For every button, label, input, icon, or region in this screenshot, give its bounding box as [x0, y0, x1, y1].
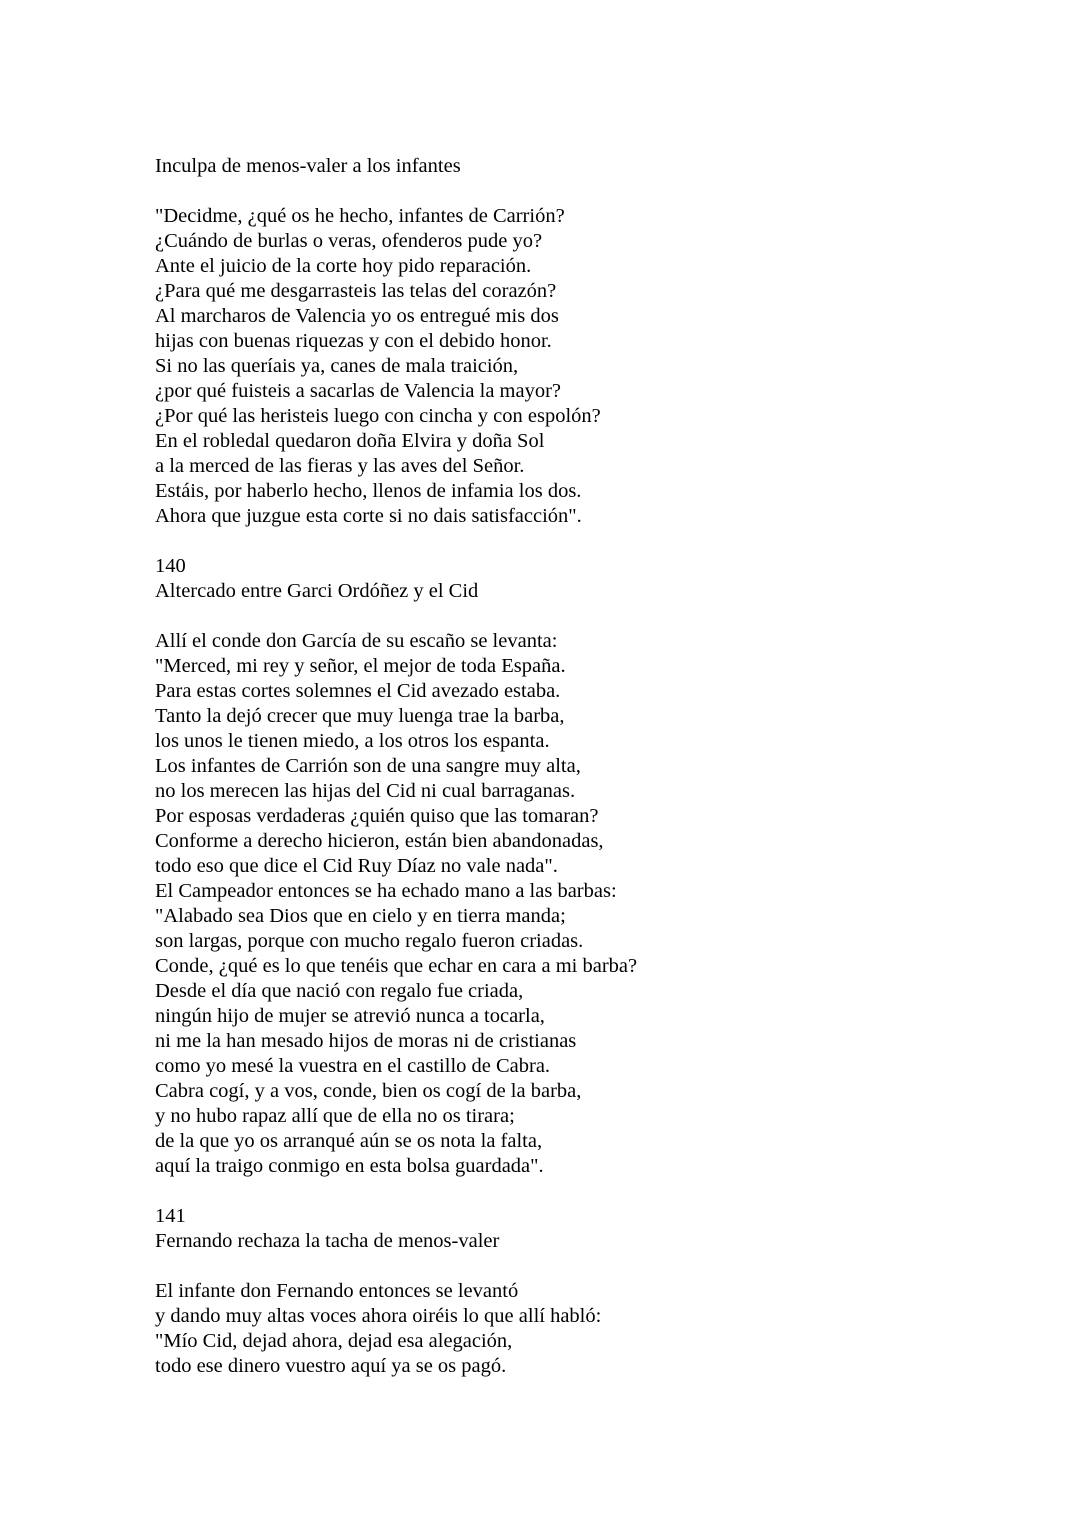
verse-line: "Decidme, ¿qué os he hecho, infantes de Carrión? [155, 205, 565, 227]
section-141 [155, 1204, 1035, 1379]
verse-line: como yo mesé la vuestra en el castillo de Cabra. [155, 1055, 551, 1077]
verse-line: Ante el juicio de la corte hoy pido reparación. [155, 255, 532, 277]
verse-line: Para estas cortes solemnes el Cid avezado estaba. [155, 680, 561, 702]
verse-line: Por esposas verdaderas ¿quién quiso que las tomaran? [155, 805, 599, 827]
verse-line: Tanto la dejó crecer que muy luenga trae la barba, [155, 705, 565, 727]
verse-line: En el robledal quedaron doña Elvira y doña Sol [155, 430, 545, 452]
verse-line: a la merced de las fieras y las aves del Señor. [155, 455, 525, 477]
section-140 [155, 554, 1035, 1179]
verse-line: ¿Cuándo de burlas o veras, ofenderos pude yo? [155, 230, 543, 252]
verse-line: El Campeador entonces se ha echado mano a las barbas: [155, 880, 617, 902]
blank-line [155, 604, 1035, 629]
verse-line: Conforme a derecho hicieron, están bien abandonadas, [155, 830, 604, 852]
verse-line: Allí el conde don García de su escaño se levanta: [155, 630, 558, 652]
verse-line: ¿Por qué las heristeis luego con cincha y con espolón? [155, 405, 601, 427]
verse-line: El infante don Fernando entonces se levantó [155, 1280, 519, 1302]
verse-line: Si no las queríais ya, canes de mala traición, [155, 355, 519, 377]
verse-line: "Merced, mi rey y señor, el mejor de toda España. [155, 655, 566, 677]
section-title: Fernando rechaza la tacha de menos-valer [155, 1230, 500, 1252]
verse-line: Los infantes de Carrión son de una sangre muy alta, [155, 755, 581, 777]
verse-line: y dando muy altas voces ahora oiréis lo que allí habló: [155, 1305, 602, 1327]
verse-line: son largas, porque con mucho regalo fueron criadas. [155, 930, 584, 952]
blank-line [155, 1179, 1035, 1204]
verse-line: todo ese dinero vuestro aquí ya se os pagó. [155, 1355, 507, 1377]
verse-line: ¿por qué fuisteis a sacarlas de Valencia la mayor? [155, 380, 562, 402]
verse-line: "Mío Cid, dejad ahora, dejad esa alegación, [155, 1330, 513, 1352]
verse-line: de la que yo os arranqué aún se os nota la falta, [155, 1130, 543, 1152]
blank-line [155, 1254, 1035, 1279]
verse-line: "Alabado sea Dios que en cielo y en tierra manda; [155, 905, 566, 927]
verse-line: aquí la traigo conmigo en esta bolsa guardada". [155, 1155, 544, 1177]
verse-line: los unos le tienen miedo, a los otros los espanta. [155, 730, 550, 752]
section-number: 141 [155, 1205, 186, 1227]
verse-line: Conde, ¿qué es lo que tenéis que echar en cara a mi barba? [155, 955, 638, 977]
verse-line: Estáis, por haberlo hecho, llenos de infamia los dos. [155, 480, 582, 502]
verse-line: ¿Para qué me desgarrasteis las telas del corazón? [155, 280, 557, 302]
section-139 [155, 154, 1035, 529]
verse-line: Cabra cogí, y a vos, conde, bien os cogí de la barba, [155, 1080, 582, 1102]
document-page [155, 154, 1035, 1379]
verse-line: hijas con buenas riquezas y con el debido honor. [155, 330, 552, 352]
verse-line: ni me la han mesado hijos de moras ni de cristianas [155, 1030, 577, 1052]
section-title: Altercado entre Garci Ordóñez y el Cid [155, 580, 479, 602]
verse-line: todo eso que dice el Cid Ruy Díaz no vale nada". [155, 855, 558, 877]
verse-line: Desde el día que nació con regalo fue criada, [155, 980, 524, 1002]
blank-line [155, 529, 1035, 554]
blank-line [155, 179, 1035, 204]
verse-line: Al marcharos de Valencia yo os entregué mis dos [155, 305, 559, 327]
verse-line: y no hubo rapaz allí que de ella no os tirara; [155, 1105, 515, 1127]
section-number: 140 [155, 555, 186, 577]
section-title: Inculpa de menos-valer a los infantes [155, 155, 461, 177]
verse-line: no los merecen las hijas del Cid ni cual barraganas. [155, 780, 576, 802]
verse-line: Ahora que juzgue esta corte si no dais satisfacción". [155, 505, 582, 527]
verse-line: ningún hijo de mujer se atrevió nunca a tocarla, [155, 1005, 545, 1027]
